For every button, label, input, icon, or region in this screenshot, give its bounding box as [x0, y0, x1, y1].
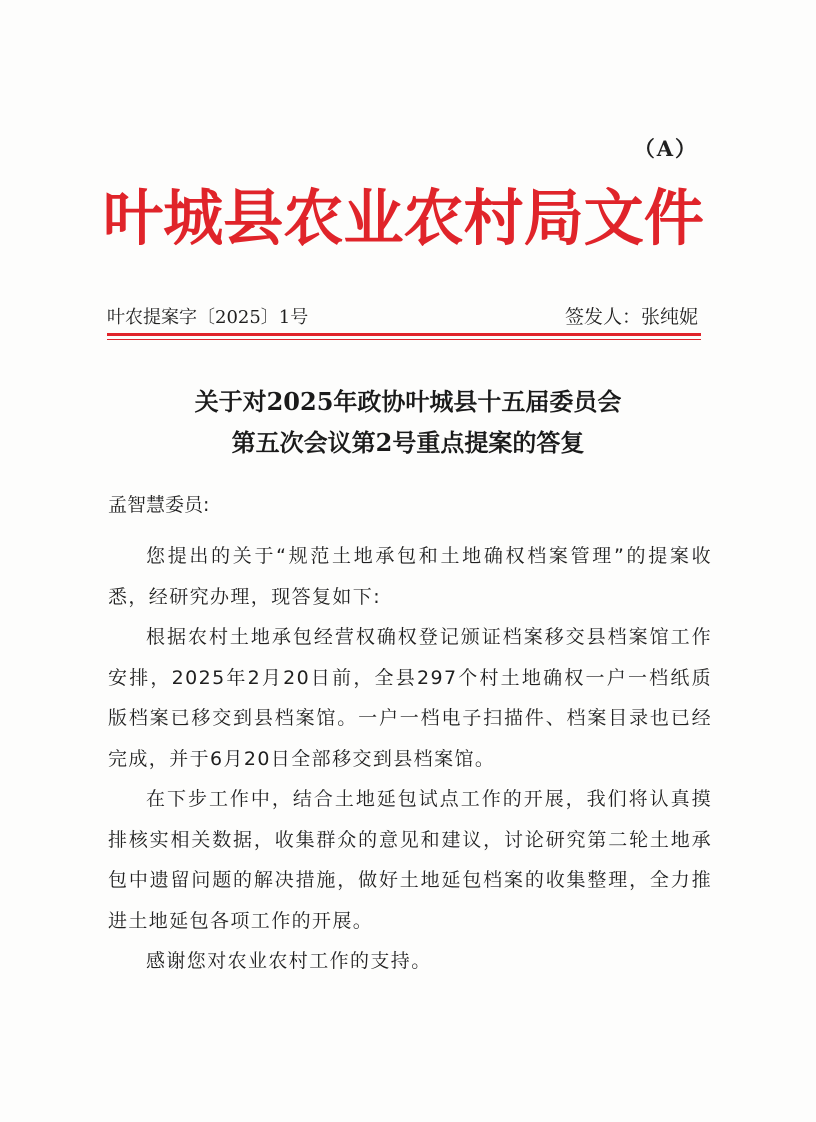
salutation: 孟智慧委员: [108, 494, 210, 516]
red-divider-thin [107, 339, 701, 340]
letter-body [108, 536, 712, 982]
body-paragraph: 感谢您对农业农村工作的支持。 [146, 950, 432, 972]
issuer-signatory: 签发人：张纯妮 [564, 306, 698, 328]
red-divider-thick [107, 333, 701, 336]
document-header-title: 叶城县农业农村局文件 [103, 183, 704, 254]
body-paragraph: 根据农村土地承包经营权确权登记颁证档案移交县档案馆工作安排，2025年2月20日前，全县297个村土地确权一户一档纸质版档案已移交到县档案馆。一户一档电子扫描件、档案目录也已经完成，并于6月20日全部移交到县档案馆。 [108, 626, 712, 770]
subject-line-1: 关于对2025年政协叶城县十五届委员会 [194, 387, 622, 416]
body-paragraph: 您提出的关于“规范土地承包和土地确权档案管理”的提案收悉，经研究办理，现答复如下: [108, 545, 712, 608]
copy-mark: （A） [633, 136, 698, 161]
body-paragraph: 在下步工作中，结合土地延包试点工作的开展，我们将认真摸排核实相关数据，收集群众的意见和建议，讨论研究第二轮土地承包中遗留问题的解决措施，做好土地延包档案的收集整理，全力推进土地延包各项工作的开展。 [108, 788, 712, 932]
subject-heading [108, 381, 708, 463]
subject-line-2: 第五次会议第2号重点提案的答复 [231, 428, 585, 457]
document-number: 叶农提案字〔2025〕1号 [107, 307, 309, 328]
